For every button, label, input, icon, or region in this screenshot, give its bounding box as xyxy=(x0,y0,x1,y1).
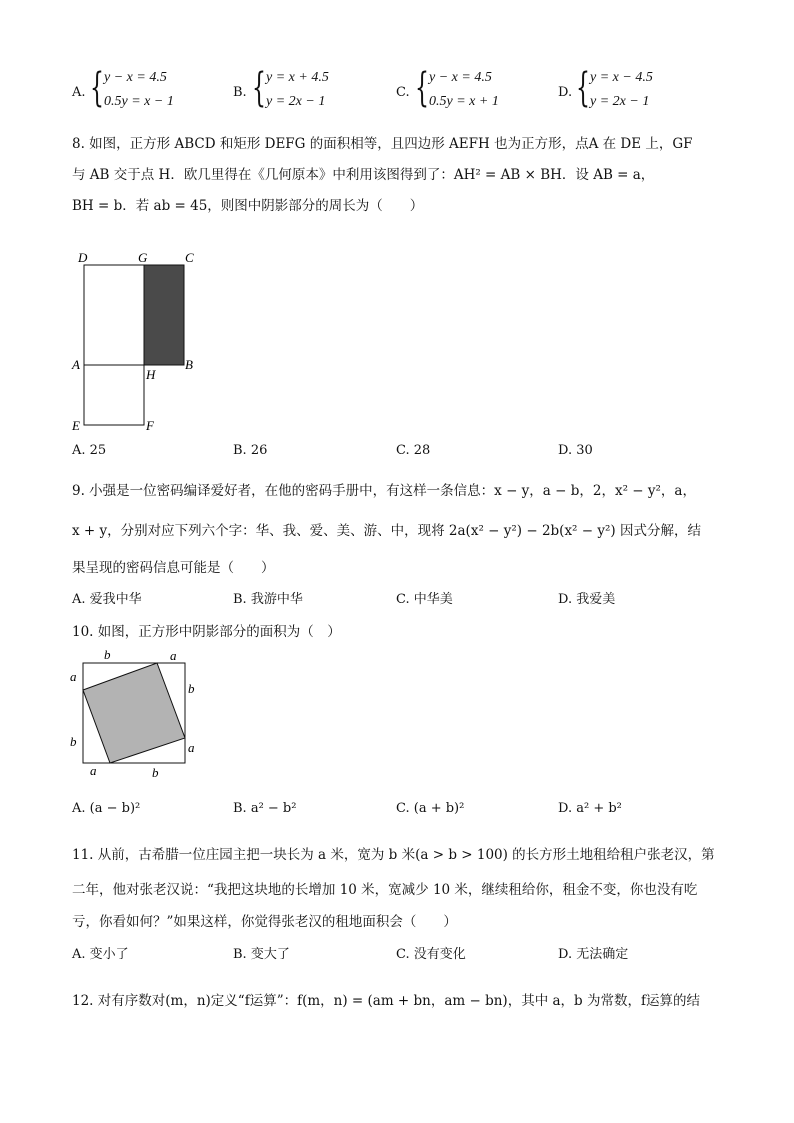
brace-icon: { xyxy=(252,65,266,111)
q9-option-d: D. 我爱美 xyxy=(558,592,616,607)
label-top-a: a xyxy=(170,648,177,663)
q7-option-c-eq1: y − x = 4.5 xyxy=(429,70,492,85)
q8-option-c: C. 28 xyxy=(396,443,431,458)
q11-option-b: B. 变大了 xyxy=(233,947,290,962)
q12-text-line1: 12. 对有序数对(m，n)定义“f运算”：f(m，n) = (am + bn，am − bn)，其中 a，b 为常数，f运算的结 xyxy=(72,993,700,1009)
q8-option-a: A. 25 xyxy=(72,443,107,458)
label-left-b: b xyxy=(70,734,77,749)
q9-text-line3: 果呈现的密码信息可能是（ ） xyxy=(72,560,275,576)
q7-option-a-eq1: y − x = 4.5 xyxy=(104,70,167,85)
label-c: C xyxy=(185,250,194,265)
label-top-b: b xyxy=(104,647,111,662)
q8-text-line1: 8. 如图，正方形 ABCD 和矩形 DEFG 的面积相等，且四边形 AEFH 也为正方形，点A 在 DE 上，GF xyxy=(72,136,693,152)
q10-option-c: C. (a + b)² xyxy=(396,801,465,816)
q11-text-line3: 亏，你看如何？”如果这样，你觉得张老汉的租地面积会（ ） xyxy=(72,914,457,930)
q8-option-d: D. 30 xyxy=(558,443,593,458)
q7-option-b-eq1: y = x + 4.5 xyxy=(266,70,329,85)
q10-option-d: D. a² + b² xyxy=(558,801,622,816)
shaded-inner-square xyxy=(83,663,185,763)
q9-text-line1: 9. 小强是一位密码编译爱好者，在他的密码手册中，有这样一条信息：x − y，a − b，2，x² − y²，a， xyxy=(72,483,696,499)
q9-option-a: A. 爱我中华 xyxy=(72,592,142,607)
q7-option-c-label: C. xyxy=(396,85,410,100)
q8-text-line3: BH = b．若 ab = 45，则图中阴影部分的周长为（ ） xyxy=(72,198,424,214)
q11-option-c: C. 没有变化 xyxy=(396,947,466,962)
q9-option-b: B. 我游中华 xyxy=(233,592,303,607)
q7-option-c-eq2: 0.5y = x + 1 xyxy=(429,94,499,109)
q9-text-line2: x + y，分别对应下列六个字：华、我、爱、美、游、中，现将 2a(x² − y²) − 2b(x² − y²) 因式分解，结 xyxy=(72,523,701,539)
label-g: G xyxy=(138,250,148,265)
label-bottom-a: a xyxy=(90,763,97,778)
q7-option-d-eq1: y = x − 4.5 xyxy=(590,70,653,85)
brace-icon: { xyxy=(415,65,429,111)
label-bottom-b: b xyxy=(152,765,159,780)
q7-option-d-label: D. xyxy=(558,85,573,100)
brace-icon: { xyxy=(90,65,104,111)
shaded-rectangle-gbhc xyxy=(144,265,184,365)
q10-text-line1: 10. 如图，正方形中阴影部分的面积为（ ） xyxy=(72,624,341,640)
q11-text-line2: 二年，他对张老汉说：“我把这块地的长增加 10 米，宽减少 10 米，继续租给你，租金不变，你也没有吃 xyxy=(72,882,698,898)
label-right-b: b xyxy=(188,681,195,696)
square-aefh xyxy=(84,365,144,425)
q8-option-b: B. 26 xyxy=(233,443,268,458)
q11-option-a: A. 变小了 xyxy=(72,947,129,962)
label-d: D xyxy=(78,250,88,265)
q7-option-b-label: B. xyxy=(233,85,247,100)
label-e: E xyxy=(72,418,80,433)
label-left-a: a xyxy=(70,669,77,684)
q11-text-line1: 11. 从前，古希腊一位庄园主把一块长为 a 米，宽为 b 米(a > b > 100) 的长方形土地租给租户张老汉，第 xyxy=(72,847,715,863)
q10-option-a: A. (a − b)² xyxy=(72,801,141,816)
label-a: A xyxy=(72,357,80,372)
label-h: H xyxy=(146,367,156,382)
q7-option-b-eq2: y = 2x − 1 xyxy=(266,94,326,109)
q7-option-d-eq2: y = 2x − 1 xyxy=(590,94,650,109)
q10-option-b: B. a² − b² xyxy=(233,801,297,816)
q8-figure xyxy=(60,245,220,435)
label-right-a: a xyxy=(188,740,195,755)
q10-figure xyxy=(60,645,210,785)
q7-option-a-eq2: 0.5y = x − 1 xyxy=(104,94,174,109)
q9-option-c: C. 中华美 xyxy=(396,592,453,607)
q7-option-a-label: A. xyxy=(72,85,86,100)
label-f: F xyxy=(146,418,154,433)
q11-option-d: D. 无法确定 xyxy=(558,947,629,962)
label-b: B xyxy=(185,357,193,372)
q8-text-line2: 与 AB 交于点 H．欧几里得在《几何原本》中利用该图得到了：AH² = AB × BH．设 AB = a， xyxy=(72,167,655,183)
brace-icon: { xyxy=(576,65,590,111)
